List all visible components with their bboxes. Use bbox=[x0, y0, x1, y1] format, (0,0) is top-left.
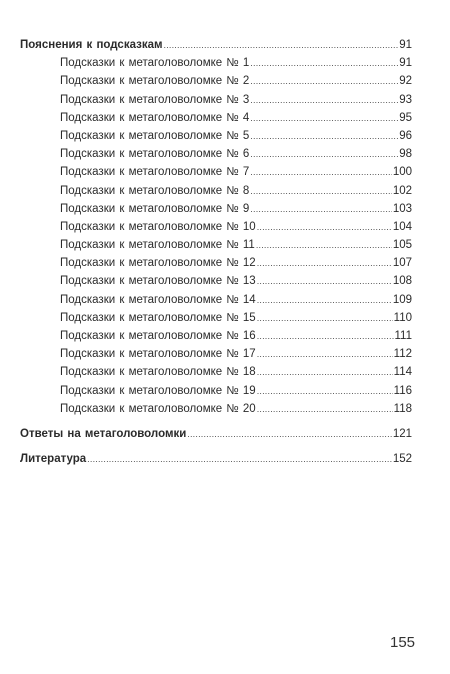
toc-subentry-title: Подсказки к метаголоволомке № 13 bbox=[60, 275, 256, 288]
dot-leader bbox=[257, 291, 392, 309]
toc-entry-page: 91 bbox=[399, 39, 412, 51]
toc-subentry-title: Подсказки к метаголоволомке № 12 bbox=[60, 257, 256, 270]
toc-subentry[interactable] bbox=[20, 254, 412, 272]
toc-subentry[interactable] bbox=[20, 145, 412, 163]
toc-subentry-page: 91 bbox=[399, 57, 412, 70]
toc-subentry-page: 93 bbox=[399, 93, 412, 106]
toc-entry-title: Литература bbox=[20, 453, 87, 466]
table-of-contents bbox=[20, 36, 412, 468]
toc-subentry[interactable] bbox=[20, 109, 412, 127]
dot-leader bbox=[257, 363, 393, 381]
toc-subentry-page: 102 bbox=[392, 184, 412, 197]
toc-subentry-page: 96 bbox=[399, 129, 412, 142]
toc-entry-title: Пояснения к подсказкам bbox=[20, 39, 163, 51]
toc-subentry[interactable] bbox=[20, 382, 412, 400]
toc-subentry-title: Подсказки к метаголоволомке № 11 bbox=[60, 239, 255, 252]
toc-subentry[interactable] bbox=[20, 54, 412, 72]
toc-subentry-title: Подсказки к метаголоволомке № 9 bbox=[60, 202, 250, 215]
toc-subentry[interactable] bbox=[20, 236, 412, 254]
dot-leader bbox=[257, 272, 392, 290]
dot-leader bbox=[250, 200, 392, 218]
dot-leader bbox=[257, 254, 392, 272]
toc-subentry[interactable] bbox=[20, 309, 412, 327]
dot-leader bbox=[87, 450, 392, 468]
toc-subentry-title: Подсказки к метаголоволомке № 19 bbox=[60, 384, 256, 397]
dot-leader bbox=[250, 72, 398, 90]
toc-subentry-title: Подсказки к метаголоволомке № 1 bbox=[60, 57, 250, 70]
page-number: 155 bbox=[390, 634, 416, 651]
toc-subentry-page: 95 bbox=[399, 111, 412, 124]
toc-subentries-list bbox=[20, 54, 412, 418]
toc-subentry-page: 118 bbox=[393, 402, 412, 415]
dot-leader bbox=[250, 163, 392, 181]
toc-subentry-page: 111 bbox=[394, 330, 412, 342]
toc-subentry-title: Подсказки к метаголоволомке № 10 bbox=[60, 220, 256, 233]
toc-subentry-title: Подсказки к метаголоволомке № 16 bbox=[60, 330, 256, 342]
toc-subentry-page: 109 bbox=[392, 293, 412, 306]
dot-leader bbox=[257, 309, 393, 327]
toc-subentry-title: Подсказки к метаголоволомке № 6 bbox=[60, 148, 250, 161]
toc-entry-literature[interactable] bbox=[20, 450, 412, 468]
toc-subentry-title: Подсказки к метаголоволомке № 15 bbox=[60, 311, 256, 324]
toc-subentry-page: 114 bbox=[393, 366, 412, 379]
dot-leader bbox=[187, 425, 392, 443]
toc-subentry[interactable] bbox=[20, 72, 412, 90]
toc-subentry[interactable] bbox=[20, 400, 412, 418]
toc-subentry-page: 100 bbox=[392, 166, 412, 179]
toc-subentry-page: 112 bbox=[393, 348, 412, 361]
toc-subentry-page: 116 bbox=[393, 384, 412, 397]
toc-entry-answers[interactable] bbox=[20, 425, 412, 443]
toc-subentry[interactable] bbox=[20, 363, 412, 381]
dot-leader bbox=[164, 36, 399, 54]
toc-subentry-title: Подсказки к метаголоволомке № 8 bbox=[60, 184, 250, 197]
toc-subentry[interactable] bbox=[20, 127, 412, 145]
toc-subentry-page: 92 bbox=[399, 75, 412, 88]
toc-subentry-page: 107 bbox=[392, 257, 412, 270]
toc-subentry-page: 110 bbox=[393, 311, 412, 324]
toc-subentry[interactable] bbox=[20, 345, 412, 363]
toc-subentry-title: Подсказки к метаголоволомке № 17 bbox=[60, 348, 256, 361]
toc-subentry[interactable] bbox=[20, 200, 412, 218]
toc-subentry-title: Подсказки к метаголоволомке № 18 bbox=[60, 366, 256, 379]
toc-subentry[interactable] bbox=[20, 272, 412, 290]
dot-leader bbox=[257, 400, 393, 418]
toc-subentry-title: Подсказки к метаголоволомке № 2 bbox=[60, 75, 250, 88]
toc-subentry-title: Подсказки к метаголоволомке № 20 bbox=[60, 402, 256, 415]
dot-leader bbox=[250, 109, 398, 127]
toc-subentry-page: 103 bbox=[392, 202, 412, 215]
dot-leader bbox=[250, 182, 392, 200]
toc-subentry[interactable] bbox=[20, 91, 412, 109]
dot-leader bbox=[250, 145, 398, 163]
toc-subentry-title: Подсказки к метаголоволомке № 7 bbox=[60, 166, 250, 179]
toc-subentry[interactable] bbox=[20, 182, 412, 200]
toc-subentry-title: Подсказки к метаголоволомке № 3 bbox=[60, 93, 250, 106]
toc-subentry[interactable] bbox=[20, 327, 412, 345]
dot-leader bbox=[257, 382, 393, 400]
toc-entry-page: 121 bbox=[392, 427, 412, 440]
toc-subentry-page: 104 bbox=[392, 220, 412, 233]
dot-leader bbox=[257, 218, 392, 236]
spacer bbox=[20, 443, 412, 450]
toc-subentry-page: 105 bbox=[392, 239, 412, 252]
toc-subentry-page: 108 bbox=[392, 275, 412, 288]
toc-entry-page: 152 bbox=[392, 453, 412, 466]
toc-subentry-page: 98 bbox=[399, 148, 412, 161]
toc-subentry-title: Подсказки к метаголоволомке № 5 bbox=[60, 129, 250, 142]
dot-leader bbox=[250, 127, 398, 145]
toc-subentry[interactable] bbox=[20, 163, 412, 181]
toc-subentry-title: Подсказки к метаголоволомке № 4 bbox=[60, 111, 250, 124]
toc-subentry-title: Подсказки к метаголоволомке № 14 bbox=[60, 293, 256, 306]
spacer bbox=[20, 418, 412, 425]
toc-entry-hints-explanation[interactable] bbox=[20, 36, 412, 54]
toc-subentry[interactable] bbox=[20, 291, 412, 309]
dot-leader bbox=[257, 327, 394, 345]
dot-leader bbox=[257, 345, 393, 363]
toc-entry-title: Ответы на метаголоволомки bbox=[20, 427, 187, 440]
dot-leader bbox=[250, 54, 398, 72]
toc-subentry[interactable] bbox=[20, 218, 412, 236]
dot-leader bbox=[250, 91, 398, 109]
dot-leader bbox=[256, 236, 392, 254]
